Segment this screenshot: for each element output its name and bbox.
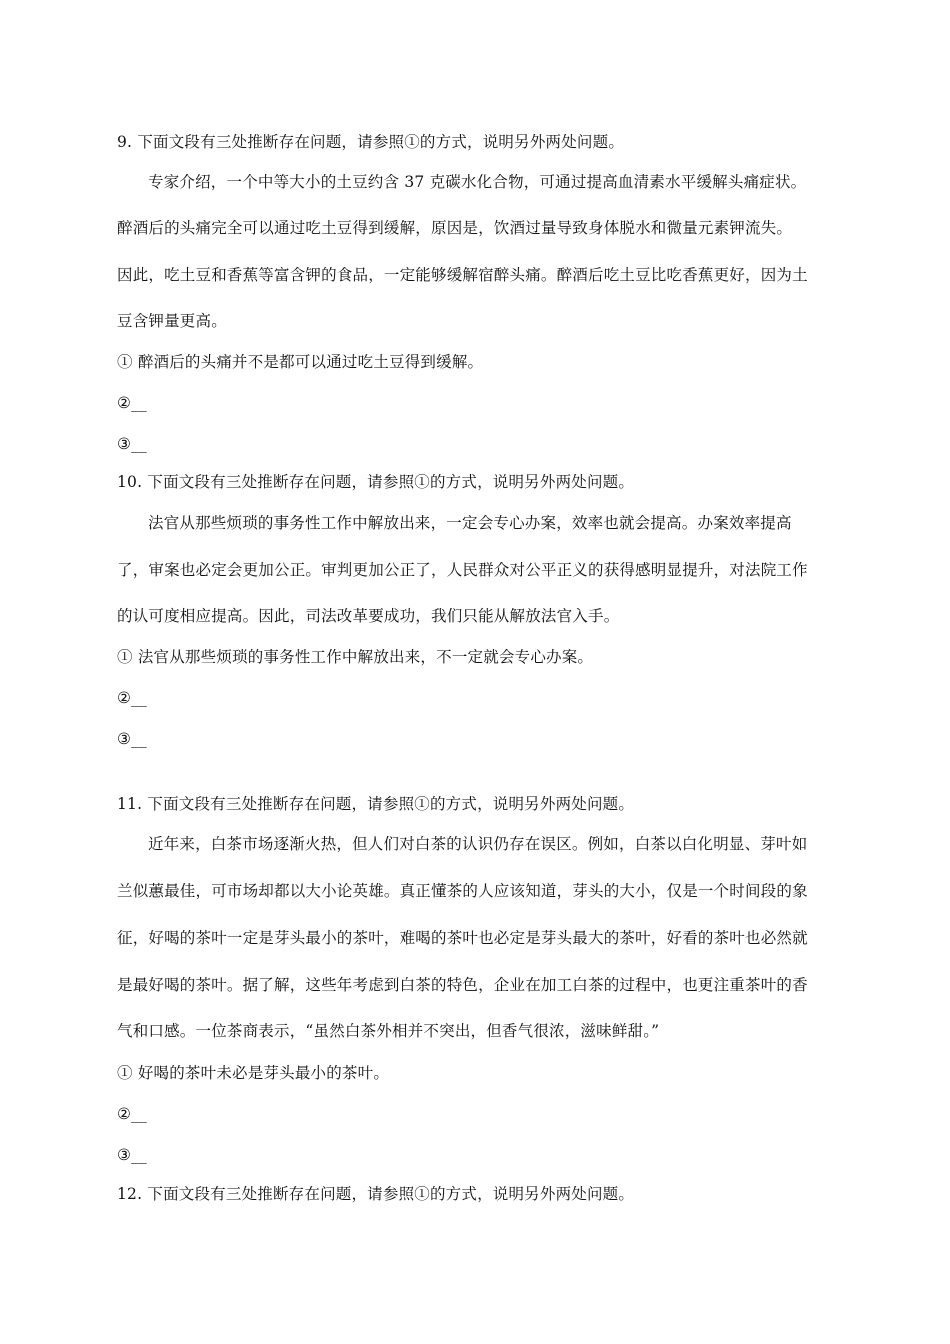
question-12-prompt: 12. 下面文段有三处推断存在问题，请参照①的方式，说明另外两处问题。: [117, 1185, 635, 1203]
question-10-passage-line: 法官从那些烦琐的事务性工作中解放出来，一定会专心办案，效率也就会提高。办案效率提高: [148, 514, 792, 532]
question-10-passage-line: 了，审案也必定会更加公正。审判更加公正了，人民群众对公平正义的获得感明显提升，对法院工作: [117, 561, 808, 579]
question-11-prompt: 11. 下面文段有三处推断存在问题，请参照①的方式，说明另外两处问题。: [117, 795, 635, 813]
question-9-answer-1: ① 醉酒后的头痛并不是都可以通过吃土豆得到缓解。: [117, 353, 484, 371]
question-11-passage-line: 近年来，白茶市场逐渐火热，但人们对白茶的认识仍存在误区。例如，白茶以白化明显、芽叶如: [148, 835, 808, 853]
question-11-answer-1: ① 好喝的茶叶未必是芽头最小的茶叶。: [117, 1064, 390, 1082]
question-9-passage-line: 因此，吃土豆和香蕉等富含钾的食品，一定能够缓解宿醉头痛。醉酒后吃土豆比吃香蕉更好，因为土: [117, 266, 808, 284]
question-9-passage-line: 醉酒后的头痛完全可以通过吃土豆得到缓解，原因是，饮酒过量导致身体脱水和微量元素钾流失。: [117, 219, 793, 237]
question-11-answer-2[interactable]: ②__: [117, 1105, 147, 1123]
question-11-passage-line: 是最好喝的茶叶。据了解，这些年考虑到白茶的特色，企业在加工白茶的过程中，也更注重茶叶的香: [117, 976, 808, 994]
question-11-passage-line: 气和口感。一位茶商表示，“虽然白茶外相并不突出，但香气很浓，滋味鲜甜。”: [117, 1022, 660, 1040]
question-9-passage-line: 豆含钾量更高。: [117, 312, 227, 330]
question-11-answer-3[interactable]: ③__: [117, 1146, 147, 1164]
question-10-passage-line: 的认可度相应提高。因此，司法改革要成功，我们只能从解放法官入手。: [117, 607, 620, 625]
question-10-answer-3[interactable]: ③__: [117, 730, 147, 748]
question-9-prompt: 9. 下面文段有三处推断存在问题，请参照①的方式，说明另外两处问题。: [117, 133, 625, 151]
question-9-answer-2[interactable]: ②__: [117, 394, 147, 412]
question-11-passage-line: 征，好喝的茶叶一定是芽头最小的茶叶，难喝的茶叶也必定是芽头最大的茶叶，好看的茶叶也必然就: [117, 929, 808, 947]
question-10-answer-2[interactable]: ②__: [117, 689, 147, 707]
question-9-passage-line: 专家介绍，一个中等大小的土豆约含 37 克碳水化合物，可通过提高血清素水平缓解头痛症状。: [148, 173, 807, 191]
question-9-answer-3[interactable]: ③__: [117, 435, 147, 453]
question-10-prompt: 10. 下面文段有三处推断存在问题，请参照①的方式，说明另外两处问题。: [117, 473, 635, 491]
question-10-answer-1: ① 法官从那些烦琐的事务性工作中解放出来，不一定就会专心办案。: [117, 648, 594, 666]
question-11-passage-line: 兰似蕙最佳，可市场却都以大小论英雄。真正懂茶的人应该知道，芽头的大小，仅是一个时间段的象: [117, 882, 808, 900]
